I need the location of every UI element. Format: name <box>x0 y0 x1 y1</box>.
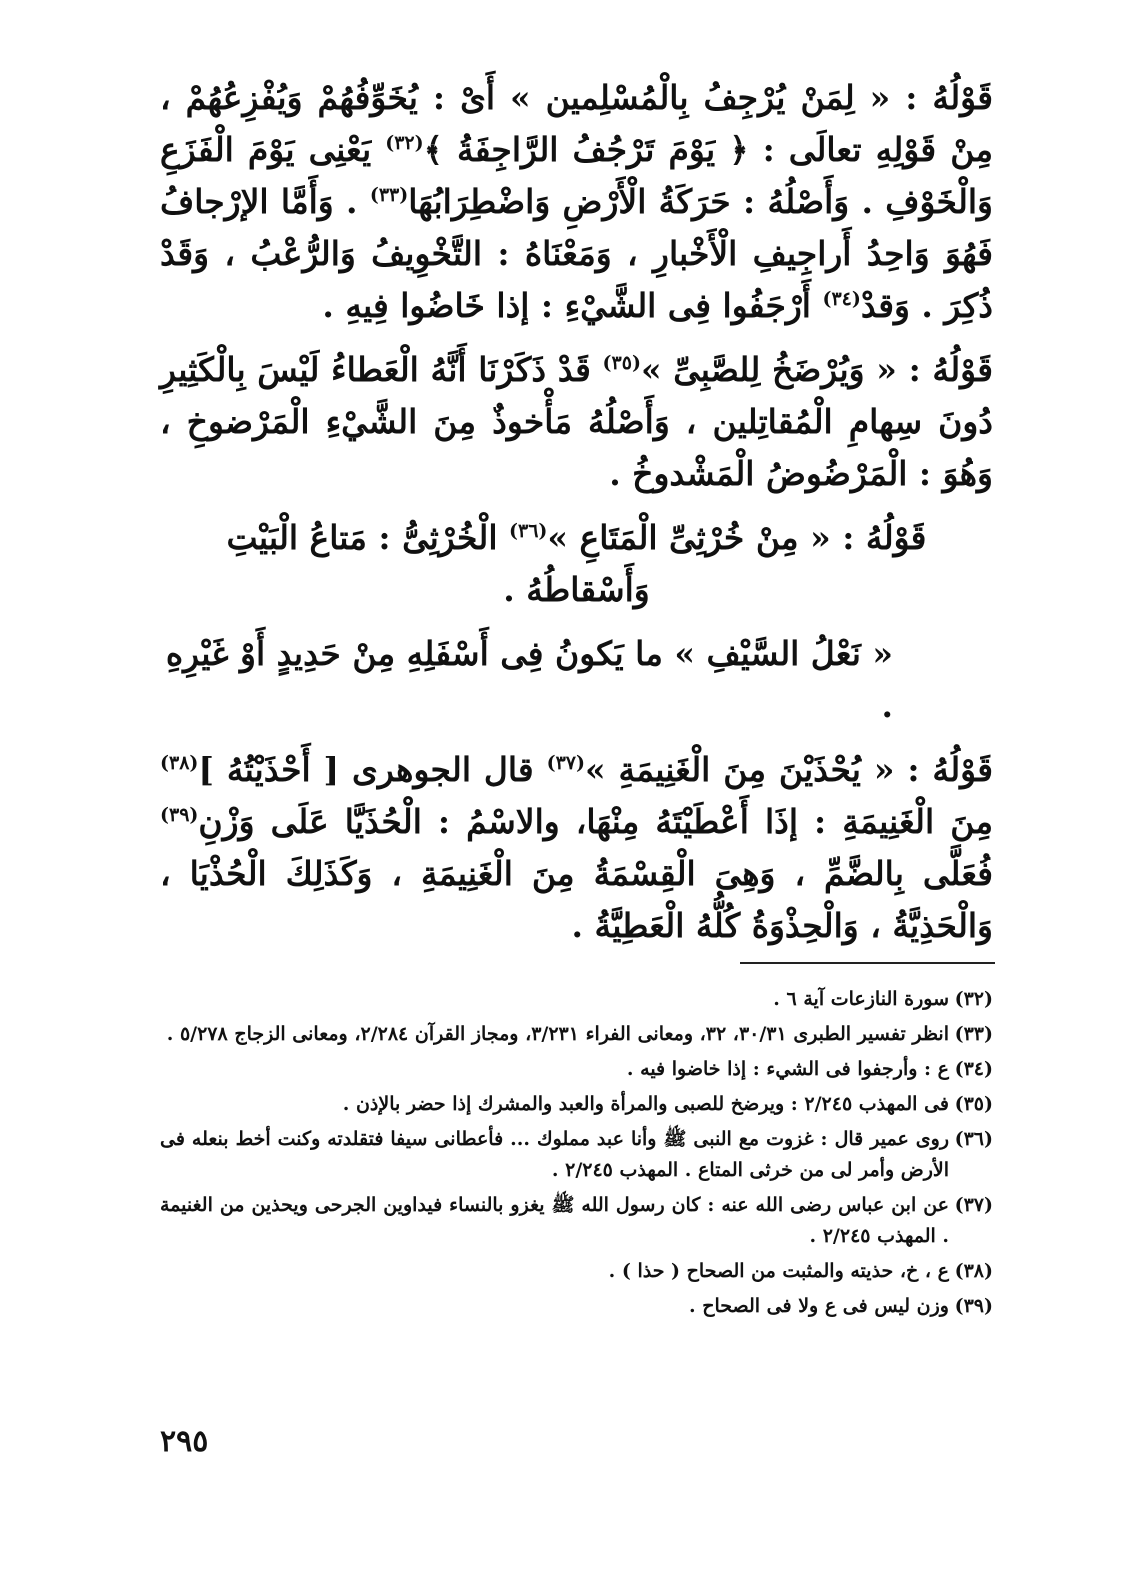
text-run: « نَعْلُ السَّيْفِ » ما يَكونُ فِى أَسْفَلِهِ مِنْ حَدِيدٍ أَوْ غَيْرِهِ . <box>165 634 893 725</box>
footnotes-list <box>160 984 993 1326</box>
paragraph-yurdakh <box>160 344 993 500</box>
text-run: مِنَ الْغَنِيمَةِ : إذَا أَعْطَيْتَهُ مِنْهَا، والاسْمُ : الْحُذَيَّا عَلَى وَزْنِ <box>198 802 993 841</box>
text-run: فُعَلَّى بِالضَّمِّ ، وَهِىَ الْقِسْمَةُ مِنَ الْغَنِيمَةِ ، وَكَذَلِكَ الْحُذْيَا ، وَالْحَذِيَّةُ ، وَالْحِذْوَةُ كُلُّهُ الْعَطِيَّةُ . <box>160 854 993 945</box>
footnote-ref: (٣٧) <box>546 752 585 774</box>
text-run: قال الجوهرى [ أَحْذَيْتُهُ ] <box>198 750 547 789</box>
text-run: قَوْلُهُ : « وَيُرْضَخُ لِلصَّبِىِّ » <box>640 350 993 389</box>
footnote <box>160 1190 993 1252</box>
footnote <box>160 1054 993 1085</box>
main-text-block <box>160 72 993 964</box>
footnote <box>160 1124 993 1186</box>
footnote <box>160 984 993 1015</box>
footnote-text: فى المهذب ٢/٢٤٥ : ويرضخ للصبى والمرأة والعبد والمشرك إذا حضر بالإذن . <box>342 1093 949 1115</box>
text-run: يَعْنِى يَوْمَ الْفَزَعِ وَالْخَوْفِ . وَأَصْلُهُ : حَرَكَةُ الْأَرْضِ وَاضْطِرَابُهَا <box>160 130 993 221</box>
paragraph-yuhdhayna <box>160 744 993 952</box>
paragraph-khurthi <box>160 512 993 616</box>
footnote-number: (٣٨) <box>954 1260 993 1282</box>
text-run: قَوْلُهُ : « مِنْ خُرْثِىِّ الْمَتَاعِ » <box>547 518 927 557</box>
footnote-text: ع ، خ، حذيته والمثبت من الصحاح ( حذا ) . <box>608 1260 949 1282</box>
footnote-number: (٣٤) <box>954 1058 993 1080</box>
footnote-number: (٣٥) <box>954 1093 993 1115</box>
footnote-text: وزن ليس فى ع ولا فى الصحاح . <box>688 1295 949 1317</box>
footnote-ref: (٣٥) <box>602 352 641 374</box>
text-run: قَوْلُهُ : « يُحْذَيْنَ مِنَ الْغَنِيمَةِ » <box>585 750 993 789</box>
footnote-text: روى عمير قال : غزوت مع النبى ﷺ وأنا عبد مملوك ... فأعطانى سيفا فتقلدته وكنت أخط بنعله فى الأرض وأمر لى من خرثى المتاع . المهذب ٢/٢٤٥ . <box>160 1128 949 1181</box>
footnote-text: عن ابن عباس رضى الله عنه : كان رسول الله ﷺ يغزو بالنساء فيداوين الجرحى ويحذين من الغنيمة . المهذب ٢/٢٤٥ . <box>160 1194 949 1247</box>
paragraph-yurjif <box>160 72 993 332</box>
footnote-number: (٣٢) <box>954 988 993 1010</box>
footnote <box>160 1256 993 1287</box>
footnote-number: (٣٣) <box>954 1023 993 1045</box>
footnote <box>160 1291 993 1322</box>
footnote-ref: (٣٢) <box>385 132 424 154</box>
paragraph-naal-assayf <box>160 628 993 732</box>
text-run: . وَأَمَّا الإرْجافُ فَهُوَ وَاحِدُ أَراجِيفِ الْأَخْبارِ ، وَمَعْنَاهُ : التَّخْوِيفُ وَالرُّعْبُ ، وَقَدْ ذُكِرَ . وَقدْ <box>160 182 993 325</box>
text-run: الْخُرْثِىُّ : مَتاعُ الْبَيْتِ وَأَسْقاطُهُ . <box>226 518 650 609</box>
footnote-number: (٣٧) <box>954 1194 993 1216</box>
footnote-ref: (٣٩) <box>160 804 199 826</box>
footnote <box>160 1019 993 1050</box>
text-run: قَوْلُهُ : « لِمَنْ يُرْجِفُ بِالْمُسْلِمين » أَىْ : يُخَوِّفُهُمْ وَيُفْزِعُهُمْ ، مِنْ قَوْلِهِ تعالَى : ﴿ يَوْمَ تَرْجُفُ الرَّاجِفَةُ ﴾ <box>160 78 994 169</box>
footnote-ref: (٣٣) <box>369 184 409 206</box>
footnote-number: (٣٦) <box>954 1128 993 1150</box>
footnote-separator <box>740 962 995 964</box>
footnote <box>160 1089 993 1120</box>
footnote-ref: (٣٨) <box>160 752 199 774</box>
footnote-text: سورة النازعات آية ٦ . <box>773 988 949 1010</box>
text-run: قَدْ ذَكَرْنَا أَنَّهُ الْعَطاءُ لَيْسَ بِالْكَثِيرِ دُونَ سِهامِ الْمُقاتِلين ، وَأَصْلُهُ مَأْخوذٌ مِنَ الشَّيْءِ الْمَرْضوخِ ، وَهُوَ : الْمَرْضُوضُ الْمَشْدوخُ . <box>160 350 993 493</box>
text-run: أَرْجَفُوا فِى الشَّيْءِ : إذا خَاضُوا فِيهِ . <box>322 286 823 325</box>
footnote-text: انظر تفسير الطبرى ٣٠/٣١، ٣٢، ومعانى الفراء ٣/٢٣١، ومجاز القرآن ٢/٢٨٤، ومعانى الزجاج ٥/٢٧٨ . <box>166 1023 949 1045</box>
footnote-text: ع : وأرجفوا فى الشيء : إذا خاضوا فيه . <box>626 1058 949 1080</box>
footnote-ref: (٣٦) <box>509 520 548 542</box>
page-number: ٢٩٥ <box>160 1424 209 1459</box>
footnote-ref: (٣٤) <box>822 288 861 310</box>
footnote-number: (٣٩) <box>954 1295 993 1317</box>
